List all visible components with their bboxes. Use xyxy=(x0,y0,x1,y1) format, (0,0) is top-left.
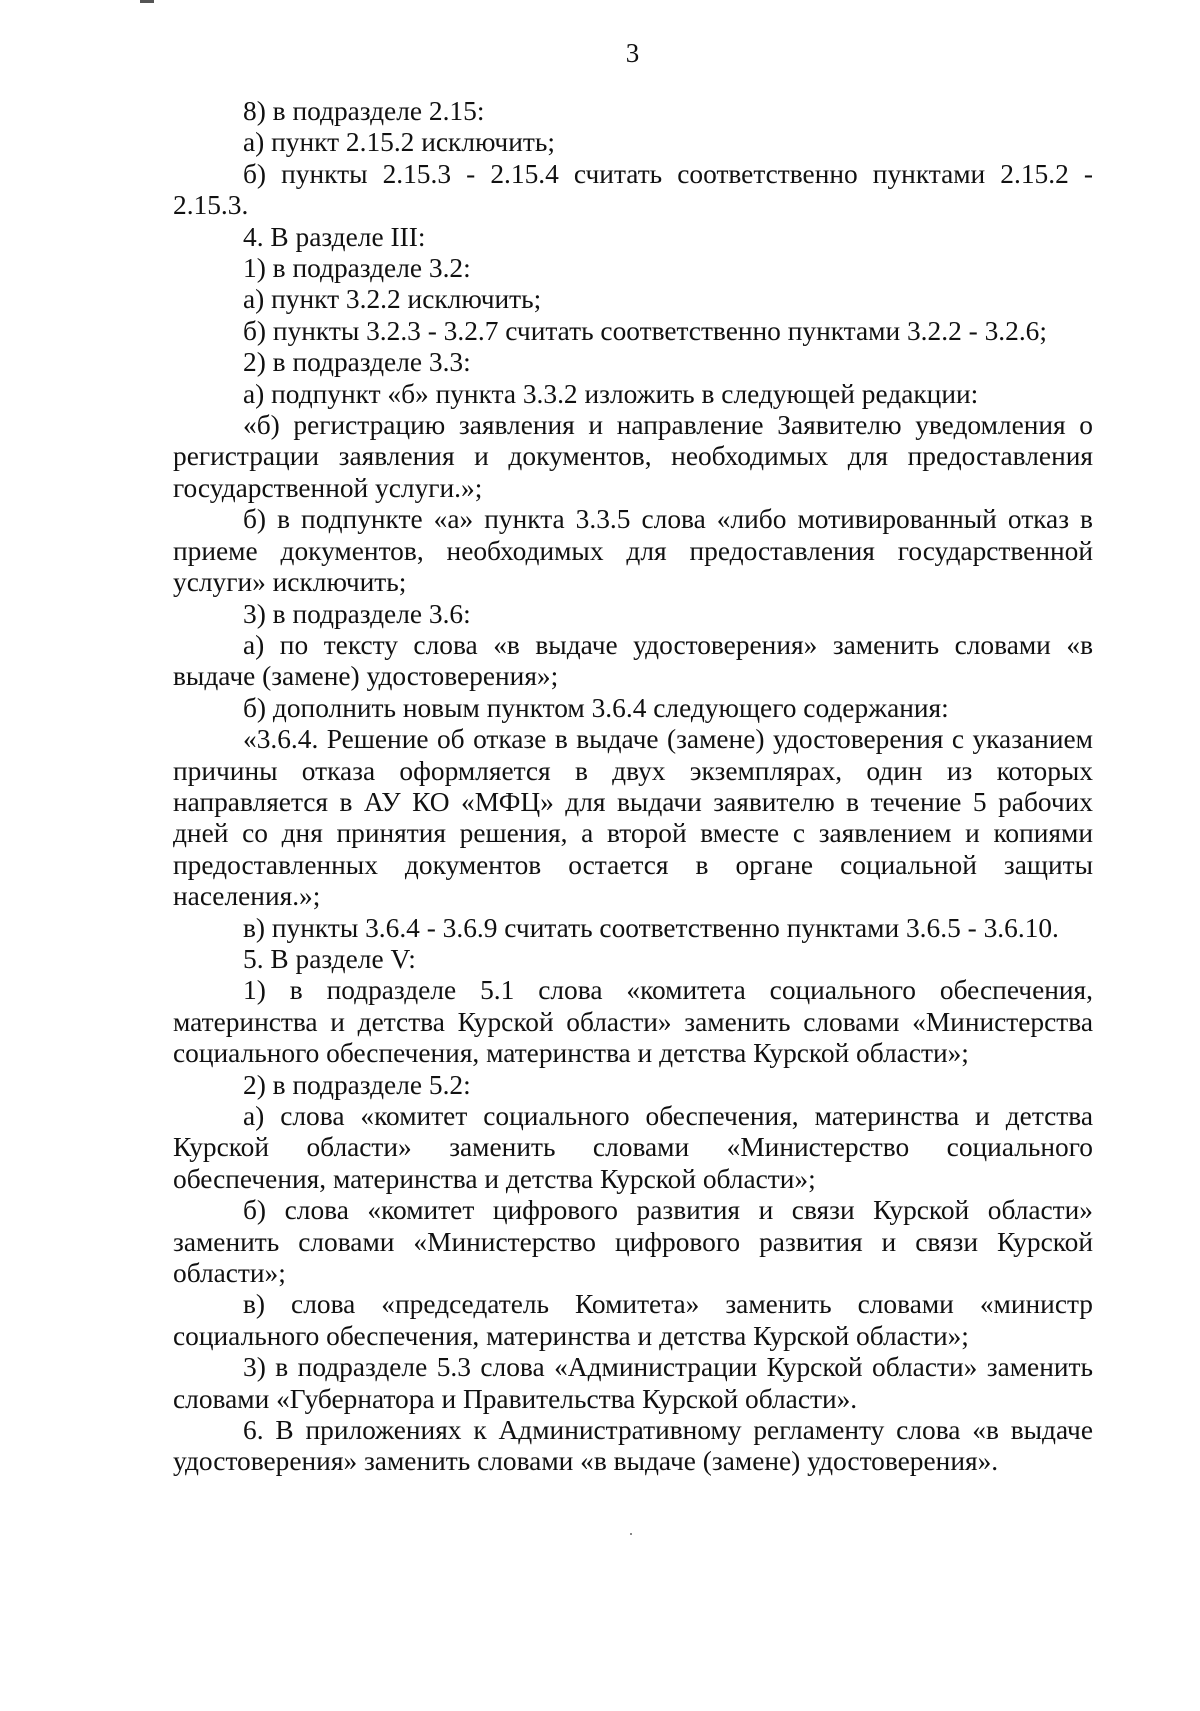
paragraph: б) пункты 2.15.3 - 2.15.4 считать соответственно пунктами 2.15.2 - 2.15.3. xyxy=(173,158,1093,221)
paragraph: 8) в подразделе 2.15: xyxy=(243,96,485,126)
paragraph: 6. В приложениях к Административному регламенту слова «в выдаче удостоверения» заменить словами «в выдаче (замене) удостоверения». xyxy=(173,1415,1093,1477)
paragraph: 2) в подразделе 3.3: xyxy=(243,347,471,378)
paragraph: б) дополнить новым пунктом 3.6.4 следующего содержания: xyxy=(243,692,949,723)
paragraph: 5. В разделе V: xyxy=(243,943,416,974)
paragraph: в) пункты 3.6.4 - 3.6.9 считать соответственно пунктами 3.6.5 - 3.6.10. xyxy=(243,912,1059,943)
scan-artifact xyxy=(630,1533,632,1535)
paragraph: «3.6.4. Решение об отказе в выдаче (замене) удостоверения с указанием причины отказа оформляется в двух экземплярах, один из которых направляется в АУ КО «МФЦ» для выдачи заявителю в течение 5 рабочих дней со дня принятия решения, а второй вместе с заявлением и копиями предоставленных документов остается в органе социальной защиты населения.»; xyxy=(173,724,1093,912)
paragraph: а) пункт 3.2.2 исключить; xyxy=(243,284,542,315)
page-number: 3 xyxy=(625,38,640,68)
paragraph: б) в подпункте «а» пункта 3.3.5 слова «либо мотивированный отказ в приеме документов, необходимых для предоставления государственной услуги» исключить; xyxy=(173,504,1093,598)
paragraph: б) пункты 3.2.3 - 3.2.7 считать соответственно пунктами 3.2.2 - 3.2.6; xyxy=(243,315,1047,346)
paragraph: а) подпункт «б» пункта 3.3.2 изложить в следующей редакции: xyxy=(243,378,979,409)
paragraph: а) по тексту слова «в выдаче удостоверения» заменить словами «в выдаче (замене) удостоверения»; xyxy=(173,629,1093,692)
paragraph: а) пункт 2.15.2 исключить; xyxy=(243,127,555,158)
paragraph: б) слова «комитет цифрового развития и связи Курской области» заменить словами «Министерство цифрового развития и связи Курской области»; xyxy=(173,1195,1093,1289)
paragraph: 3) в подразделе 5.3 слова «Администрации Курской области» заменить словами «Губернатора и Правительства Курской области». xyxy=(173,1352,1093,1414)
paragraph: 1) в подразделе 3.2: xyxy=(243,253,471,284)
paragraph: 1) в подразделе 5.1 слова «комитета социального обеспечения, материнства и детства Курской области» заменить словами «Министерства социального обеспечения, материнства и детства Курской области»; xyxy=(173,975,1093,1069)
paragraph: 3) в подразделе 3.6: xyxy=(243,598,471,629)
scan-artifact xyxy=(140,0,154,3)
paragraph: 4. В разделе III: xyxy=(243,221,426,252)
paragraph: а) слова «комитет социального обеспечения, материнства и детства Курской области» заменить словами «Министерство социального обеспечения, материнства и детства Курской области»; xyxy=(173,1101,1093,1194)
document-body xyxy=(173,96,1093,1478)
paragraph: 2) в подразделе 5.2: xyxy=(243,1069,471,1100)
paragraph: в) слова «председатель Комитета» заменить словами «министр социального обеспечения, материнства и детства Курской области»; xyxy=(173,1289,1093,1351)
paragraph: «б) регистрацию заявления и направление Заявителю уведомления о регистрации заявления и документов, необходимых для предоставления государственной услуги.»; xyxy=(173,410,1093,503)
